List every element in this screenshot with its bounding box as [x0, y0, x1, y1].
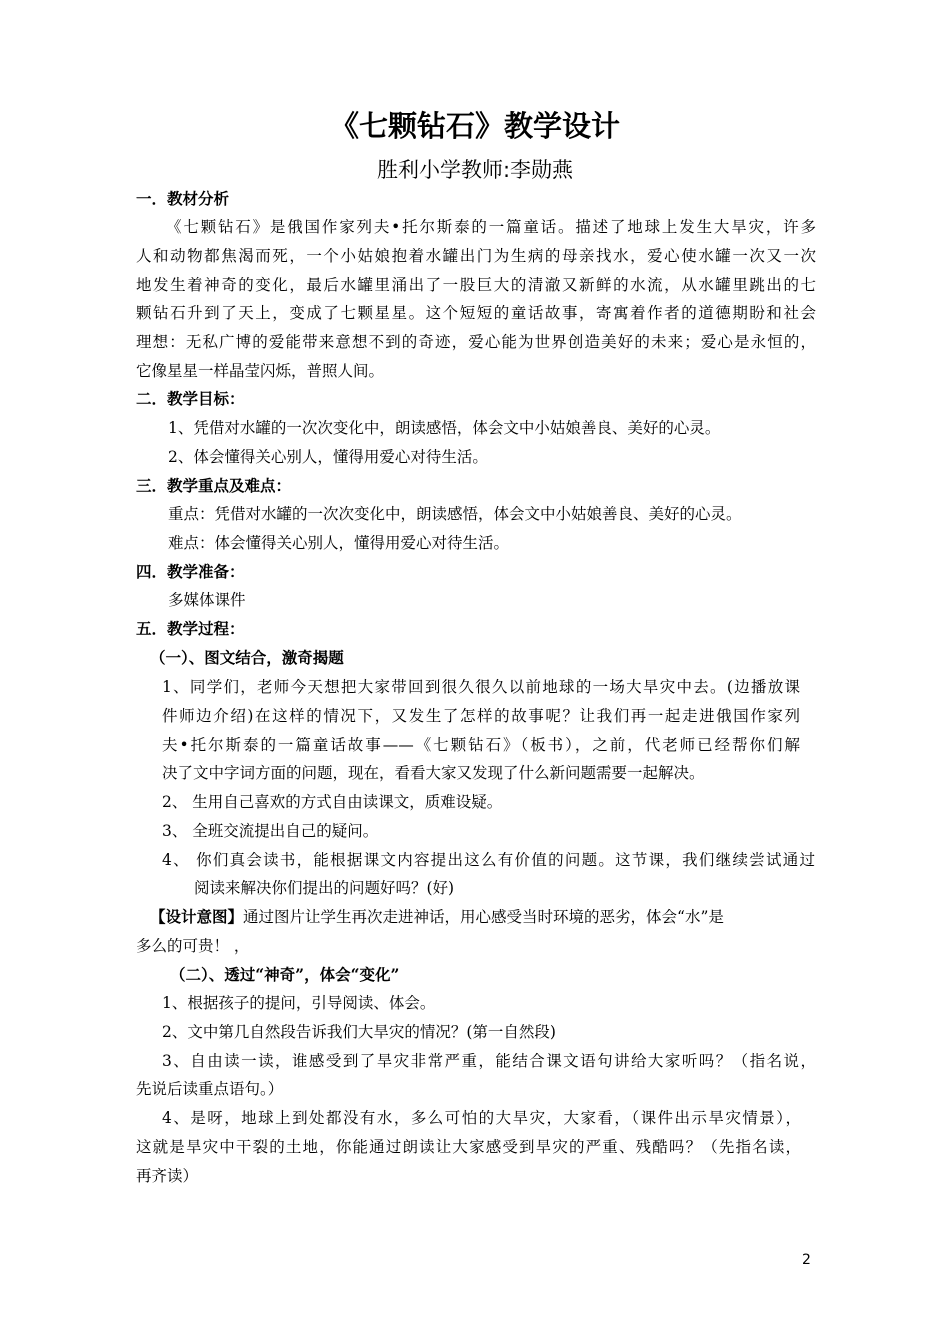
paragraph-line: 再齐读） — [136, 1167, 199, 1185]
section-heading: 三．教学重点及难点： — [136, 476, 292, 495]
list-item: 3、自由读一读，谁感受到了旱灾非常严重，能结合课文语句讲给大家听吗？（指名说， — [162, 1052, 816, 1070]
design-intent-text: 通过图片让学生再次走进神话，用心感受当时环境的恶劣，体会“水”是 — [243, 908, 724, 926]
paragraph-line: 夫•托尔斯泰的一篇童话故事——《七颗钻石》（板书），之前，代老师已经帮你们解 — [162, 736, 800, 754]
section-heading: 四．教学准备： — [136, 562, 245, 581]
list-item: 4、是呀，地球上到处都没有水，多么可怕的大旱灾，大家看，（课件出示旱灾情景）， — [162, 1109, 801, 1127]
design-intent-line — [150, 906, 724, 928]
paragraph-line: 先说后读重点语句。） — [136, 1080, 284, 1098]
paragraph-line: 地发生着神奇的变化，最后水罐里涌出了一股巨大的清澈又新鲜的水流，从水罐里跳出的七 — [136, 276, 816, 294]
paragraph-line: 它像星星一样晶莹闪烁，普照人间。 — [136, 362, 385, 380]
section-heading: 二．教学目标： — [136, 389, 245, 408]
paragraph-line: 这就是旱灾中干裂的土地，你能通过朗读让大家感受到旱灾的严重、残酷吗？（先指名读， — [136, 1138, 801, 1156]
list-item: 1、同学们，老师今天想把大家带回到很久很久以前地球的一场大旱灾中去。(边播放课 — [162, 678, 800, 696]
list-item: 2、体会懂得关心别人，懂得用爱心对待生活。 — [168, 448, 488, 466]
section-heading: 五．教学过程： — [136, 619, 245, 638]
document-author: 胜利小学教师:李勋燕 — [376, 158, 574, 182]
paragraph-line: 多媒体课件 — [168, 591, 246, 609]
paragraph-line: 颗钻石升到了天上，变成了七颗星星。这个短短的童话故事，寄寓着作者的道德期盼和社会 — [136, 304, 816, 322]
paragraph-line: 重点：凭借对水罐的一次次变化中，朗读感悟，体会文中小姑娘善良、美好的心灵。 — [168, 505, 742, 523]
list-item: 1、根据孩子的提问，引导阅读、体会。 — [162, 994, 436, 1012]
design-intent-label: 【设计意图】 — [150, 907, 244, 926]
subsection-heading: （二）、透过“神奇”，体会“变化” — [170, 965, 400, 984]
list-item: 2、文中第几自然段告诉我们大旱灾的情况？(第一自然段) — [162, 1023, 556, 1041]
paragraph-line: 人和动物都焦渴而死，一个小姑娘抱着水罐出门为生病的母亲找水，爱心使水罐一次又一次 — [136, 247, 816, 265]
paragraph-line: 阅读来解决你们提出的问题好吗？(好) — [194, 879, 455, 897]
paragraph-line: 多么的可贵！ ， — [136, 937, 250, 955]
subsection-heading: （一）、图文结合，激奇揭题 — [150, 648, 344, 667]
paragraph-line: 理想：无私广博的爱能带来意想不到的奇迹，爱心能为世界创造美好的未来；爱心是永恒的， — [136, 333, 816, 351]
page-number: 2 — [802, 1252, 811, 1268]
list-item: 4、 你们真会读书，能根据课文内容提出这么有价值的问题。这节课，我们继续尝试通过 — [162, 851, 815, 869]
paragraph-line: 《七颗钻石》是俄国作家列夫•托尔斯泰的一篇童话。描述了地球上发生大旱灾，许多 — [166, 218, 816, 236]
section-heading: 一．教材分析 — [136, 189, 230, 208]
list-item: 2、 生用自己喜欢的方式自由读课文，质难设疑。 — [162, 793, 503, 811]
list-item: 3、 全班交流提出自己的疑问。 — [162, 822, 379, 840]
document-title: 《七颗钻石》教学设计 — [329, 109, 620, 143]
paragraph-line: 难点：体会懂得关心别人，懂得用爱心对待生活。 — [168, 534, 510, 552]
paragraph-line: 决了文中字词方面的问题，现在，看看大家又发现了什么新问题需要一起解决。 — [162, 764, 705, 782]
list-item: 1、凭借对水罐的一次次变化中，朗读感悟，体会文中小姑娘善良、美好的心灵。 — [168, 419, 721, 437]
paragraph-line: 件师边介绍)在这样的情况下，又发生了怎样的故事呢？让我们再一起走进俄国作家列 — [162, 707, 800, 725]
